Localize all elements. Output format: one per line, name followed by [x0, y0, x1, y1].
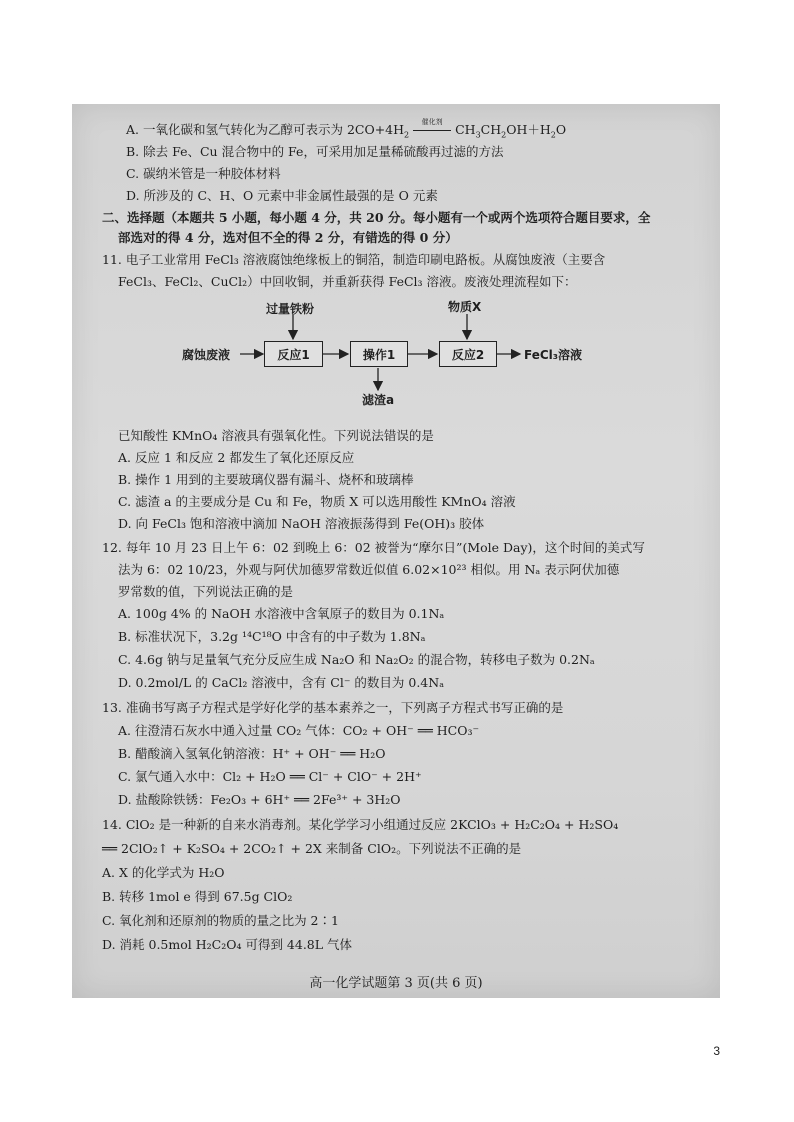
q12-option-d: D. 0.2mol/L 的 CaCl₂ 溶液中，含有 Cl⁻ 的数目为 0.4Nₐ [118, 675, 445, 690]
page-footer: 高一化学试题第 3 页(共 6 页) [309, 976, 483, 991]
q11-option-d: D. 向 FeCl₃ 饱和溶液中滴加 NaOH 溶液振荡得到 Fe(OH)₃ 胶体 [118, 516, 485, 531]
q11-stem-line2: FeCl₃、FeCl₂、CuCl₂）中回收铜，并重新获得 FeCl₃ 溶液。废液处理流程如下： [118, 274, 577, 289]
q11-option-a: A. 反应 1 和反应 2 都发生了氧化还原反应 [118, 450, 355, 465]
q10-option-a-product: CH [455, 122, 476, 137]
q10-option-c: C. 碳纳米管是一种胶体材料 [126, 166, 281, 181]
q10-option-a: A. 一氧化碳和氢气转化为乙醇可表示为 $2CO+4H_2$ 催化剂 $CH_3CH_2OH+H_2O$ [126, 122, 566, 138]
q13-option-c: C. 氯气通入水中：Cl₂ + H₂O ══ Cl⁻ + ClO⁻ + 2H⁺ [118, 769, 422, 784]
scanned-exam-page [72, 104, 720, 998]
flow-step-reaction1: 反应1 [264, 341, 323, 367]
q13-stem: 13. 准确书写离子方程式是学好化学的基本素养之一，下列离子方程式书写正确的是 [102, 700, 564, 715]
q10-option-d: D. 所涉及的 C、H、O 元素中非金属性最强的是 O 元素 [126, 188, 438, 203]
q14-option-a: A. X 的化学式为 H₂O [102, 865, 225, 880]
q13-option-b: B. 醋酸滴入氢氧化钠溶液：H⁺ + OH⁻ ══ H₂O [118, 746, 386, 761]
q14-option-d: D. 消耗 0.5mol H₂C₂O₄ 可得到 44.8L 气体 [102, 937, 353, 952]
page-number: 3 [713, 1044, 720, 1058]
q14-stem-line2: ══ 2ClO₂↑ + K₂SO₄ + 2CO₂↑ + 2X 来制备 ClO₂。下列说法不正确的是 [102, 841, 522, 856]
section2-title-line2: 部选对的得 4 分，选对但不全的得 2 分，有错选的得 0 分） [118, 230, 458, 245]
flow-reagent2-label: 物质X [448, 300, 482, 314]
q11-option-b: B. 操作 1 用到的主要玻璃仪器有漏斗、烧杯和玻璃棒 [118, 472, 414, 487]
q12-option-a: A. 100g 4% 的 NaOH 水溶液中含氧原子的数目为 0.1Nₐ [118, 606, 445, 621]
q10-option-b: B. 除去 Fe、Cu 混合物中的 Fe，可采用加足量稀硫酸再过滤的方法 [126, 144, 504, 159]
catalyst-label: 催化剂 [421, 118, 443, 126]
q12-stem-line2: 法为 6：02 10/23，外观与阿伏加德罗常数近似值 6.02×10²³ 相似。用 Nₐ 表示阿伏加德 [118, 562, 620, 577]
flow-output-label: FeCl₃溶液 [524, 348, 583, 362]
q13-option-a: A. 往澄清石灰水中通入过量 CO₂ 气体：CO₂ + OH⁻ ══ HCO₃⁻ [118, 723, 480, 738]
flow-step-operation1: 操作1 [350, 341, 408, 367]
q13-option-d: D. 盐酸除铁锈：Fe₂O₃ + 6H⁺ ══ 2Fe³⁺ + 3H₂O [118, 792, 401, 807]
q14-stem-line1: 14. ClO₂ 是一种新的自来水消毒剂。某化学学习小组通过反应 2KClO₃ + H₂C₂O₄ + H₂SO₄ [102, 817, 619, 832]
flow-reagent1-label: 过量铁粉 [266, 302, 315, 316]
q10-option-a-text: A. 一氧化碳和氢气转化为乙醇可表示为 2CO+4H [126, 122, 405, 137]
flow-step-reaction2: 反应2 [439, 341, 497, 367]
q12-option-b: B. 标准状况下，3.2g ¹⁴C¹⁸O 中含有的中子数为 1.8Nₐ [118, 629, 426, 644]
q11-note: 已知酸性 KMnO₄ 溶液具有强氧化性。下列说法错误的是 [118, 428, 434, 443]
q12-stem-line3: 罗常数的值，下列说法正确的是 [118, 584, 294, 599]
q14-option-c: C. 氧化剂和还原剂的物质的量之比为 2∶1 [102, 913, 339, 928]
q14-option-b: B. 转移 1mol e 得到 67.5g ClO₂ [102, 889, 293, 904]
q12-stem-line1: 12. 每年 10 月 23 日上午 6：02 到晚上 6：02 被誉为“摩尔日”(Mole Day)，这个时间的美式写 [102, 540, 645, 555]
flow-input-label: 腐蚀废液 [182, 348, 231, 362]
q12-option-c: C. 4.6g 钠与足量氧气充分反应生成 Na₂O 和 Na₂O₂ 的混合物，转移电子数为 0.2Nₐ [118, 652, 595, 667]
section2-title-line1: 二、选择题（本题共 5 小题，每小题 4 分，共 20 分。每小题有一个或两个选项符合题目要求，全 [102, 210, 651, 225]
q11-stem-line1: 11. 电子工业常用 FeCl₃ 溶液腐蚀绝缘板上的铜箔，制造印刷电路板。从腐蚀废液（主要含 [102, 252, 606, 267]
flow-residue-label: 滤渣a [362, 393, 395, 407]
q11-option-c: C. 滤渣 a 的主要成分是 Cu 和 Fe，物质 X 可以选用酸性 KMnO₄ 溶液 [118, 494, 516, 509]
